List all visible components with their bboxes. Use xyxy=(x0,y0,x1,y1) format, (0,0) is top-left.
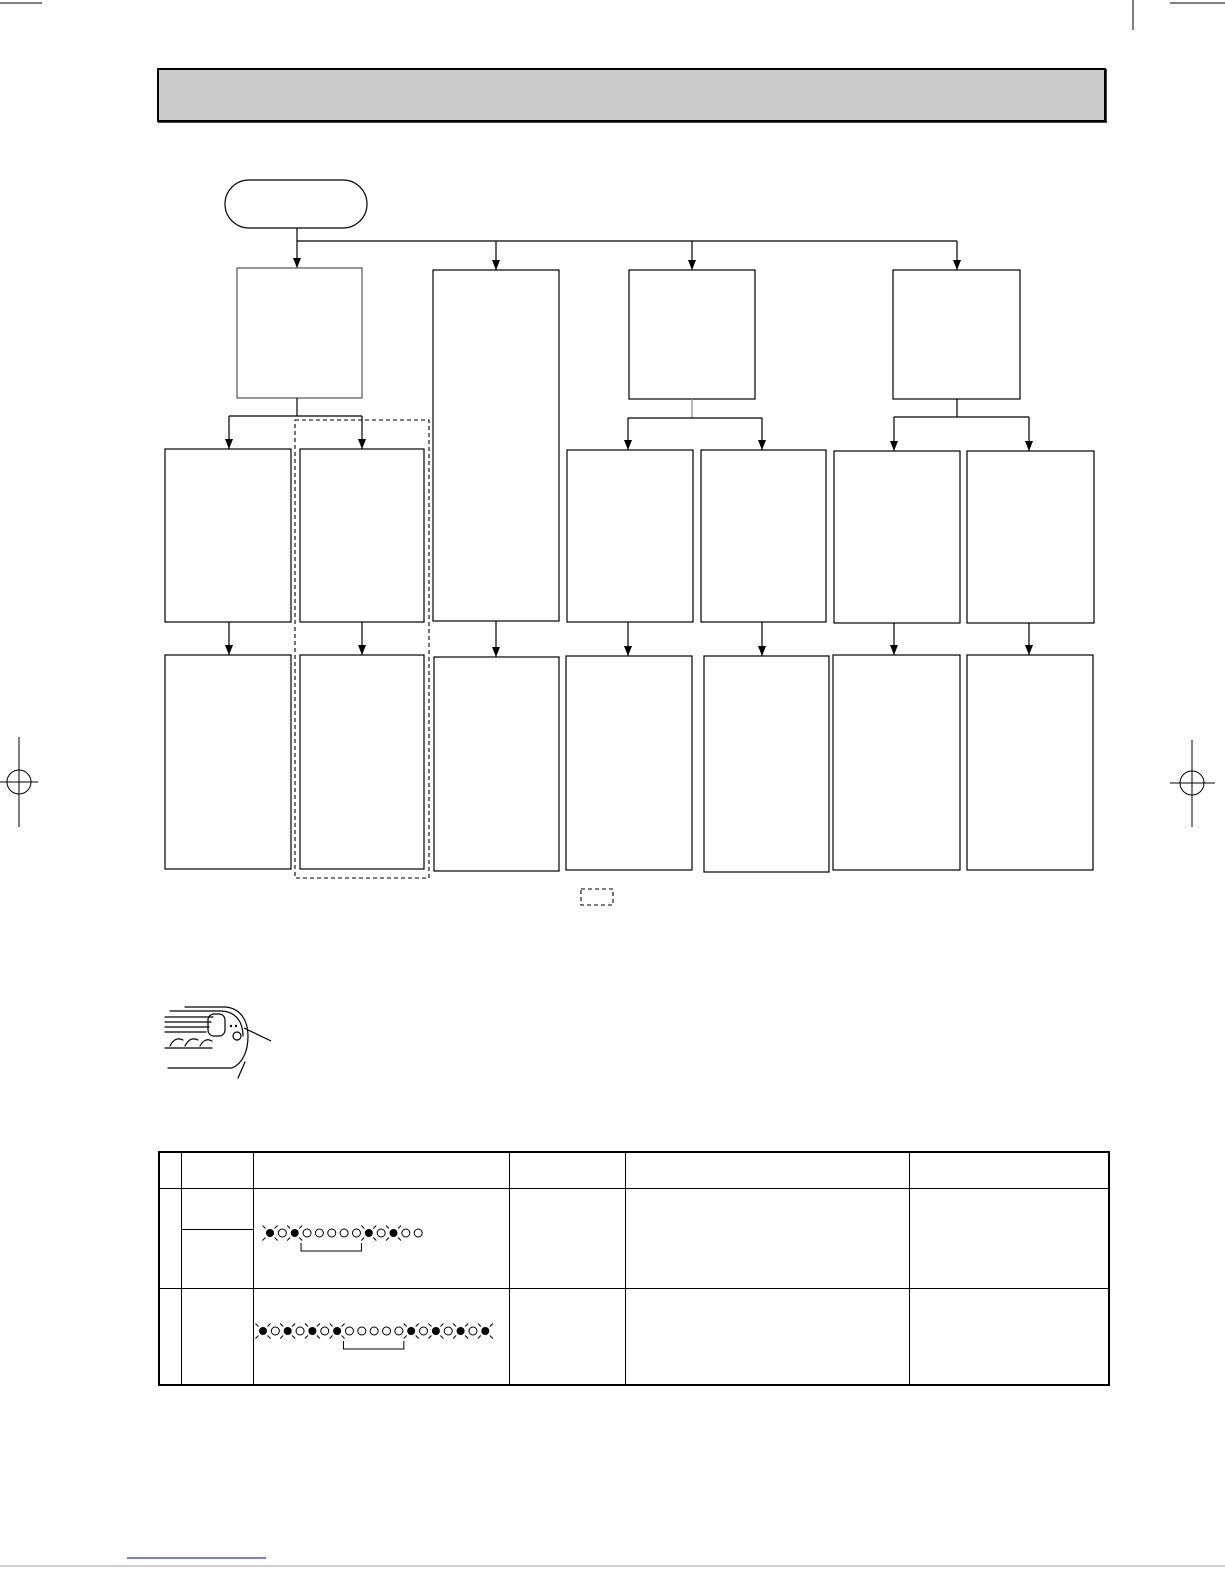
table-header-cell xyxy=(159,1152,181,1188)
flow-box-branch-3b-check xyxy=(701,450,826,622)
table-cell xyxy=(625,1188,909,1288)
table-row xyxy=(159,1188,1109,1229)
flow-box-branch-3a-check xyxy=(567,450,693,622)
indicator-lamp-table xyxy=(158,1151,1110,1386)
flow-box-branch-1 xyxy=(237,268,362,398)
dashed-legend-box xyxy=(581,889,613,905)
table-cell xyxy=(509,1188,625,1288)
table-cell xyxy=(159,1188,181,1288)
flow-box-branch-1a-check xyxy=(165,449,291,622)
table-cell xyxy=(625,1288,909,1385)
flow-box-branch-4b-result xyxy=(967,655,1093,870)
led-pattern-cell xyxy=(253,1188,509,1288)
registration-mark-left xyxy=(0,737,38,827)
table-header-row xyxy=(159,1152,1109,1188)
table-cell xyxy=(159,1288,181,1385)
led-pattern-cell xyxy=(253,1288,509,1385)
table-cell xyxy=(909,1188,1109,1288)
flow-box-branch-3 xyxy=(629,270,755,399)
registration-mark-right xyxy=(1170,740,1215,827)
flow-box-branch-2-result xyxy=(434,657,559,871)
flow-box-branch-2 xyxy=(433,270,559,621)
table-cell xyxy=(909,1288,1109,1385)
table-header-cell xyxy=(509,1152,625,1188)
flow-box-branch-4 xyxy=(893,270,1020,399)
flow-box-branch-1b-check xyxy=(300,449,424,622)
table-cell xyxy=(181,1188,253,1229)
table-header-cell xyxy=(625,1152,909,1188)
flow-box-branch-1b-result xyxy=(300,655,424,869)
table-row xyxy=(159,1288,1109,1385)
table-cell xyxy=(181,1288,253,1385)
flow-box-branch-4a-check xyxy=(834,451,960,623)
table-cell xyxy=(181,1229,253,1288)
start-terminal xyxy=(225,180,367,228)
indoor-unit-icon xyxy=(165,1007,248,1078)
flow-box-branch-4a-result xyxy=(833,655,960,870)
flow-box-branch-1a-result xyxy=(165,655,291,869)
flow-box-branch-3b-result xyxy=(704,656,829,872)
table-cell xyxy=(509,1288,625,1385)
table-header-cell xyxy=(909,1152,1109,1188)
table-header-cell xyxy=(253,1152,509,1188)
flow-box-branch-3a-result xyxy=(566,656,692,870)
table-header-cell xyxy=(181,1152,253,1188)
crop-marks xyxy=(0,0,1225,30)
flow-box-branch-4b-check xyxy=(967,451,1094,623)
